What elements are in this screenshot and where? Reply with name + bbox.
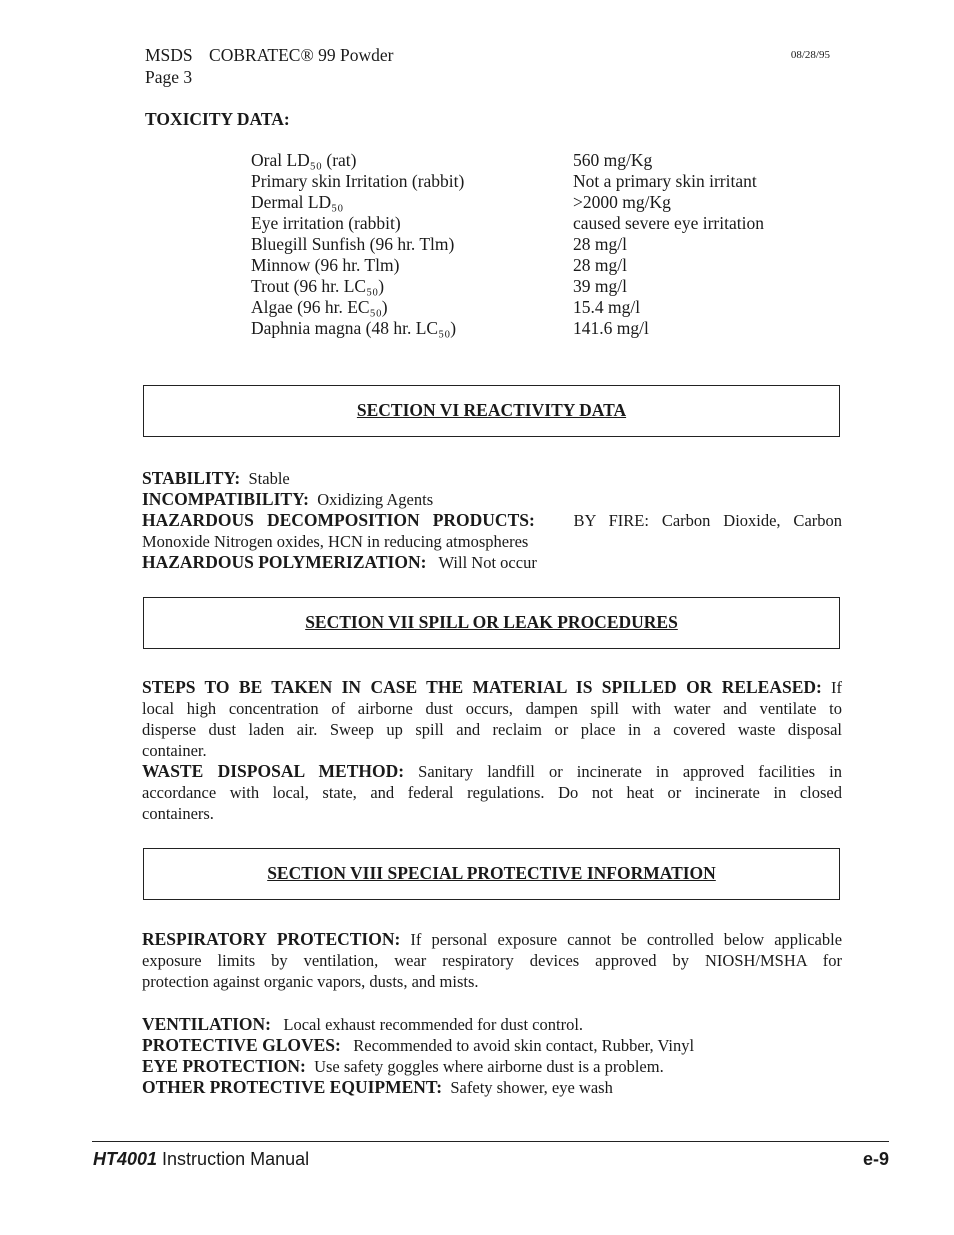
toxicity-test-label: Dermal LD₅₀ <box>251 192 344 212</box>
toxicity-row <box>251 297 833 318</box>
footer-manual: Instruction Manual <box>157 1149 310 1169</box>
product-name: COBRATEC® 99 Powder <box>209 45 394 65</box>
incompatibility-value: Oxidizing Agents <box>317 490 434 509</box>
footer-page-number: e-9 <box>862 1149 889 1169</box>
ventilation-value: Local exhaust recommended for dust control. <box>283 1015 584 1034</box>
steps-line-3: disperse dust laden air. Sweep up spill and reclaim or place in a covered waste disposal <box>142 720 842 739</box>
toxicity-row <box>251 255 833 276</box>
waste-label: WASTE DISPOSAL METHOD: <box>142 761 405 781</box>
toxicity-test-label: Oral LD₅₀ (rat) <box>251 150 357 170</box>
stability-value: Stable <box>248 469 290 488</box>
footer-manual-title <box>93 1149 309 1170</box>
document-date: 08/28/95 <box>790 49 830 61</box>
steps-label: STEPS TO BE TAKEN IN CASE THE MATERIAL IS SPILLED OR RELEASED: <box>142 677 822 697</box>
section-8-box <box>143 848 840 900</box>
toxicity-test-value: 560 mg/Kg <box>573 150 653 170</box>
toxicity-test-label: Bluegill Sunfish (96 hr. Tlm) <box>251 234 455 254</box>
toxicity-row <box>251 171 833 192</box>
toxicity-heading: TOXICITY DATA: <box>145 109 290 129</box>
steps-line-1: If <box>831 678 843 697</box>
eye-protection-value: Use safety goggles where airborne dust is a problem. <box>314 1057 664 1076</box>
decomposition-value-1: BY FIRE: Carbon Dioxide, Carbon <box>573 511 843 530</box>
other-equipment-value: Safety shower, eye wash <box>450 1078 613 1097</box>
respiratory-line-2: exposure limits by ventilation, wear respiratory devices approved by NIOSH/MSHA for <box>142 951 842 970</box>
waste-line-3: containers. <box>142 804 214 823</box>
toxicity-row <box>251 150 833 171</box>
polymerization-label: HAZARDOUS POLYMERIZATION: <box>142 552 427 572</box>
decomposition-label: HAZARDOUS DECOMPOSITION PRODUCTS: <box>142 510 535 530</box>
toxicity-test-value: caused severe eye irritation <box>573 213 764 233</box>
gloves-value: Recommended to avoid skin contact, Rubber, Vinyl <box>353 1036 695 1055</box>
steps-line-2: local high concentration of airborne dust occurs, dampen spill with water and ventilate to <box>142 699 842 718</box>
section-7-title: SECTION VII SPILL OR LEAK PROCEDURES <box>305 612 678 632</box>
toxicity-test-value: 141.6 mg/l <box>573 318 649 338</box>
stability-label: STABILITY: <box>142 468 241 488</box>
toxicity-row <box>251 213 833 234</box>
toxicity-test-label: Daphnia magna (48 hr. LC₅₀) <box>251 318 457 338</box>
waste-line-2: accordance with local, state, and federal regulations. Do not heat or incinerate in closed <box>142 783 842 802</box>
protective-equipment <box>142 1014 842 1098</box>
section-6-box <box>143 385 840 437</box>
respiratory-protection <box>142 929 842 992</box>
toxicity-test-label: Eye irritation (rabbit) <box>251 213 401 233</box>
reactivity-data <box>142 468 842 573</box>
gloves-label: PROTECTIVE GLOVES: <box>142 1035 341 1055</box>
footer-divider <box>92 1141 889 1142</box>
toxicity-test-value: 28 mg/l <box>573 234 627 254</box>
document-header <box>145 44 393 88</box>
steps-line-4: container. <box>142 741 207 760</box>
polymerization-value: Will Not occur <box>438 553 537 572</box>
incompatibility-label: INCOMPATIBILITY: <box>142 489 309 509</box>
eye-protection-label: EYE PROTECTION: <box>142 1056 306 1076</box>
toxicity-test-label: Algae (96 hr. EC₅₀) <box>251 297 388 317</box>
toxicity-test-label: Primary skin Irritation (rabbit) <box>251 171 465 191</box>
toxicity-test-label: Trout (96 hr. LC₅₀) <box>251 276 385 296</box>
toxicity-test-value: 39 mg/l <box>573 276 627 296</box>
respiratory-line-1: If personal exposure cannot be controlled below applicable <box>410 930 843 949</box>
ventilation-label: VENTILATION: <box>142 1014 272 1034</box>
toxicity-row <box>251 276 833 297</box>
toxicity-test-value: Not a primary skin irritant <box>573 171 757 191</box>
respiratory-label: RESPIRATORY PROTECTION: <box>142 929 401 949</box>
toxicity-test-value: 15.4 mg/l <box>573 297 641 317</box>
toxicity-row <box>251 234 833 255</box>
toxicity-test-value: >2000 mg/Kg <box>573 192 671 212</box>
toxicity-test-value: 28 mg/l <box>573 255 627 275</box>
section-7-box <box>143 597 840 649</box>
doc-type: MSDS <box>145 45 193 65</box>
toxicity-table <box>251 150 833 339</box>
waste-line-1: Sanitary landfill or incinerate in approved facilities in <box>418 762 843 781</box>
spill-procedures <box>142 677 842 824</box>
section-6-title: SECTION VI REACTIVITY DATA <box>356 400 627 420</box>
section-8-title: SECTION VIII SPECIAL PROTECTIVE INFORMATION <box>267 863 716 883</box>
footer-brand: HT4001 <box>93 1149 158 1169</box>
decomposition-value-2: Monoxide Nitrogen oxides, HCN in reducing atmospheres <box>142 532 529 551</box>
toxicity-row <box>251 318 833 339</box>
other-equipment-label: OTHER PROTECTIVE EQUIPMENT: <box>142 1077 443 1097</box>
page-label: Page 3 <box>145 67 193 87</box>
toxicity-row <box>251 192 833 213</box>
toxicity-test-label: Minnow (96 hr. Tlm) <box>251 255 400 275</box>
respiratory-line-3: protection against organic vapors, dusts, and mists. <box>142 972 479 991</box>
